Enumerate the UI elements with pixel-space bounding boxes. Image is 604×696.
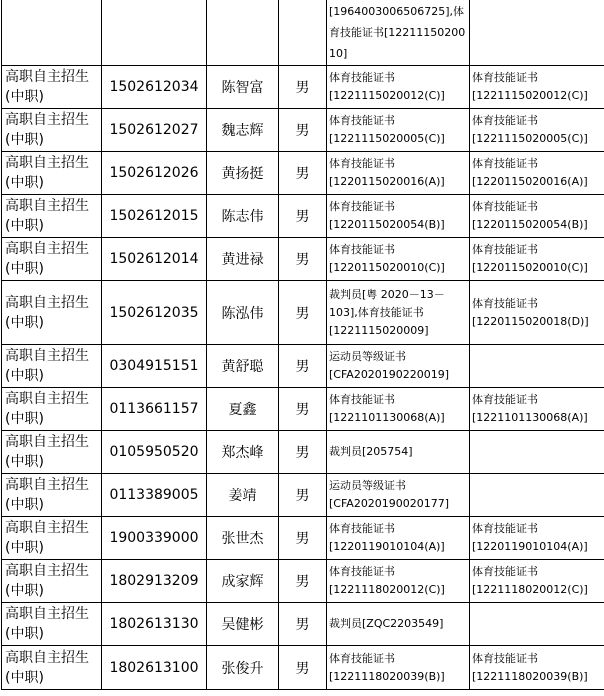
cert1-cell: 体育技能证书 [1221115020012(C)] [327, 66, 470, 109]
name-cell: 陈泓伟 [207, 281, 279, 345]
cert2-cell: 体育技能证书 [1221101130068(A)] [470, 388, 604, 431]
student-id-cell: 1502612015 [102, 195, 207, 238]
name-cell: 成家辉 [207, 560, 279, 603]
gender-cell: 男 [279, 431, 327, 474]
table-row [2, 281, 604, 345]
type-cell: 高职自主招生(中职) [2, 238, 102, 281]
cert1-cell: 体育技能证书 [1220115020054(B)] [327, 195, 470, 238]
type-cell: 高职自主招生(中职) [2, 603, 102, 646]
type-cell: 高职自主招生(中职) [2, 281, 102, 345]
cert1-cell: 运动员等级证书 [CFA2020190220019] [327, 345, 470, 388]
cert2-cell [470, 603, 604, 646]
cert1-cell: 裁判员[205754] [327, 431, 470, 474]
cert2-cell: 体育技能证书 [1220115020054(B)] [470, 195, 604, 238]
student-id-cell: 0105950520 [102, 431, 207, 474]
student-id-cell: 1802913209 [102, 560, 207, 603]
student-id-cell: 1900339000 [102, 517, 207, 560]
cert1-cell: 体育技能证书 [1221118020012(C)] [327, 560, 470, 603]
gender-cell: 男 [279, 238, 327, 281]
type-cell [2, 0, 102, 66]
table-row [2, 646, 604, 690]
gender-cell: 男 [279, 474, 327, 517]
name-cell [207, 0, 279, 66]
cert2-cell: 体育技能证书 [1221118020012(C)] [470, 560, 604, 603]
table-row [2, 195, 604, 238]
type-cell: 高职自主招生(中职) [2, 431, 102, 474]
table-row [2, 66, 604, 109]
type-cell: 高职自主招生(中职) [2, 345, 102, 388]
table-row [2, 603, 604, 646]
cert1-cell: 体育技能证书 [1220115020010(C)] [327, 238, 470, 281]
table-row [2, 109, 604, 152]
gender-cell: 男 [279, 109, 327, 152]
cert2-cell: 体育技能证书 [1221118020039(B)] [470, 646, 604, 690]
cert2-cell: 体育技能证书 [1220115020010(C)] [470, 238, 604, 281]
gender-cell: 男 [279, 646, 327, 690]
gender-cell: 男 [279, 152, 327, 195]
name-cell: 陈志伟 [207, 195, 279, 238]
cert2-cell: 体育技能证书 [1221115020012(C)] [470, 66, 604, 109]
student-id-cell: 1502612035 [102, 281, 207, 345]
cert1-cell: 体育技能证书 [1220119010104(A)] [327, 517, 470, 560]
cert2-cell: 体育技能证书 [1220119010104(A)] [470, 517, 604, 560]
gender-cell: 男 [279, 603, 327, 646]
table-row [2, 238, 604, 281]
type-cell: 高职自主招生(中职) [2, 474, 102, 517]
gender-cell: 男 [279, 560, 327, 603]
student-id-cell: 1502612014 [102, 238, 207, 281]
name-cell: 黄扬挺 [207, 152, 279, 195]
student-id-cell: 1802613100 [102, 646, 207, 690]
gender-cell: 男 [279, 281, 327, 345]
name-cell: 黄舒聪 [207, 345, 279, 388]
cert2-cell [470, 345, 604, 388]
name-cell: 吴健彬 [207, 603, 279, 646]
table-row [2, 474, 604, 517]
type-cell: 高职自主招生(中职) [2, 388, 102, 431]
cert2-cell: 体育技能证书 [1220115020016(A)] [470, 152, 604, 195]
student-id-cell: 1802613130 [102, 603, 207, 646]
gender-cell: 男 [279, 345, 327, 388]
cert1-cell: 体育技能证书 [1220115020016(A)] [327, 152, 470, 195]
gender-cell: 男 [279, 517, 327, 560]
cert2-cell: 体育技能证书 [1220115020018(D)] [470, 281, 604, 345]
student-id-cell: 0304915151 [102, 345, 207, 388]
gender-cell [279, 0, 327, 66]
gender-cell: 男 [279, 388, 327, 431]
id-cell [102, 0, 207, 66]
type-cell: 高职自主招生(中职) [2, 517, 102, 560]
cert2-cell [470, 474, 604, 517]
table-row [2, 431, 604, 474]
name-cell: 黄进禄 [207, 238, 279, 281]
cert1-cell: 体育技能证书 [1221101130068(A)] [327, 388, 470, 431]
student-id-cell: 1502612026 [102, 152, 207, 195]
student-id-cell: 0113661157 [102, 388, 207, 431]
student-id-cell: 0113389005 [102, 474, 207, 517]
name-cell: 陈智富 [207, 66, 279, 109]
gender-cell: 男 [279, 66, 327, 109]
admission-table [1, 0, 604, 690]
name-cell: 魏志辉 [207, 109, 279, 152]
cert2-cell [470, 431, 604, 474]
gender-cell: 男 [279, 195, 327, 238]
name-cell: 张世杰 [207, 517, 279, 560]
name-cell: 张俊升 [207, 646, 279, 690]
type-cell: 高职自主招生(中职) [2, 66, 102, 109]
type-cell: 高职自主招生(中职) [2, 109, 102, 152]
cert2-cell [470, 0, 604, 66]
cert1-cell: [1964003006506725],体育技能证书[1221115020010] [327, 0, 470, 66]
cert1-cell: 运动员等级证书 [CFA2020190020177] [327, 474, 470, 517]
type-cell: 高职自主招生(中职) [2, 560, 102, 603]
table-row [2, 152, 604, 195]
name-cell: 夏鑫 [207, 388, 279, 431]
admission-table-body [2, 0, 604, 690]
cert1-cell: 裁判员[ZQC2203549] [327, 603, 470, 646]
table-row [2, 345, 604, 388]
type-cell: 高职自主招生(中职) [2, 646, 102, 690]
name-cell: 姜靖 [207, 474, 279, 517]
type-cell: 高职自主招生(中职) [2, 152, 102, 195]
student-id-cell: 1502612034 [102, 66, 207, 109]
name-cell: 郑杰峰 [207, 431, 279, 474]
cert1-cell: 裁判员[粤 2020－13－ 103],体育技能证书 [1221115020009] [327, 281, 470, 345]
table-row [2, 560, 604, 603]
table-row [2, 517, 604, 560]
cert2-cell: 体育技能证书 [1221115020005(C)] [470, 109, 604, 152]
student-id-cell: 1502612027 [102, 109, 207, 152]
table-row [2, 388, 604, 431]
cert1-cell: 体育技能证书 [1221118020039(B)] [327, 646, 470, 690]
cert1-cell: 体育技能证书 [1221115020005(C)] [327, 109, 470, 152]
type-cell: 高职自主招生(中职) [2, 195, 102, 238]
table-row-partial [2, 0, 604, 66]
